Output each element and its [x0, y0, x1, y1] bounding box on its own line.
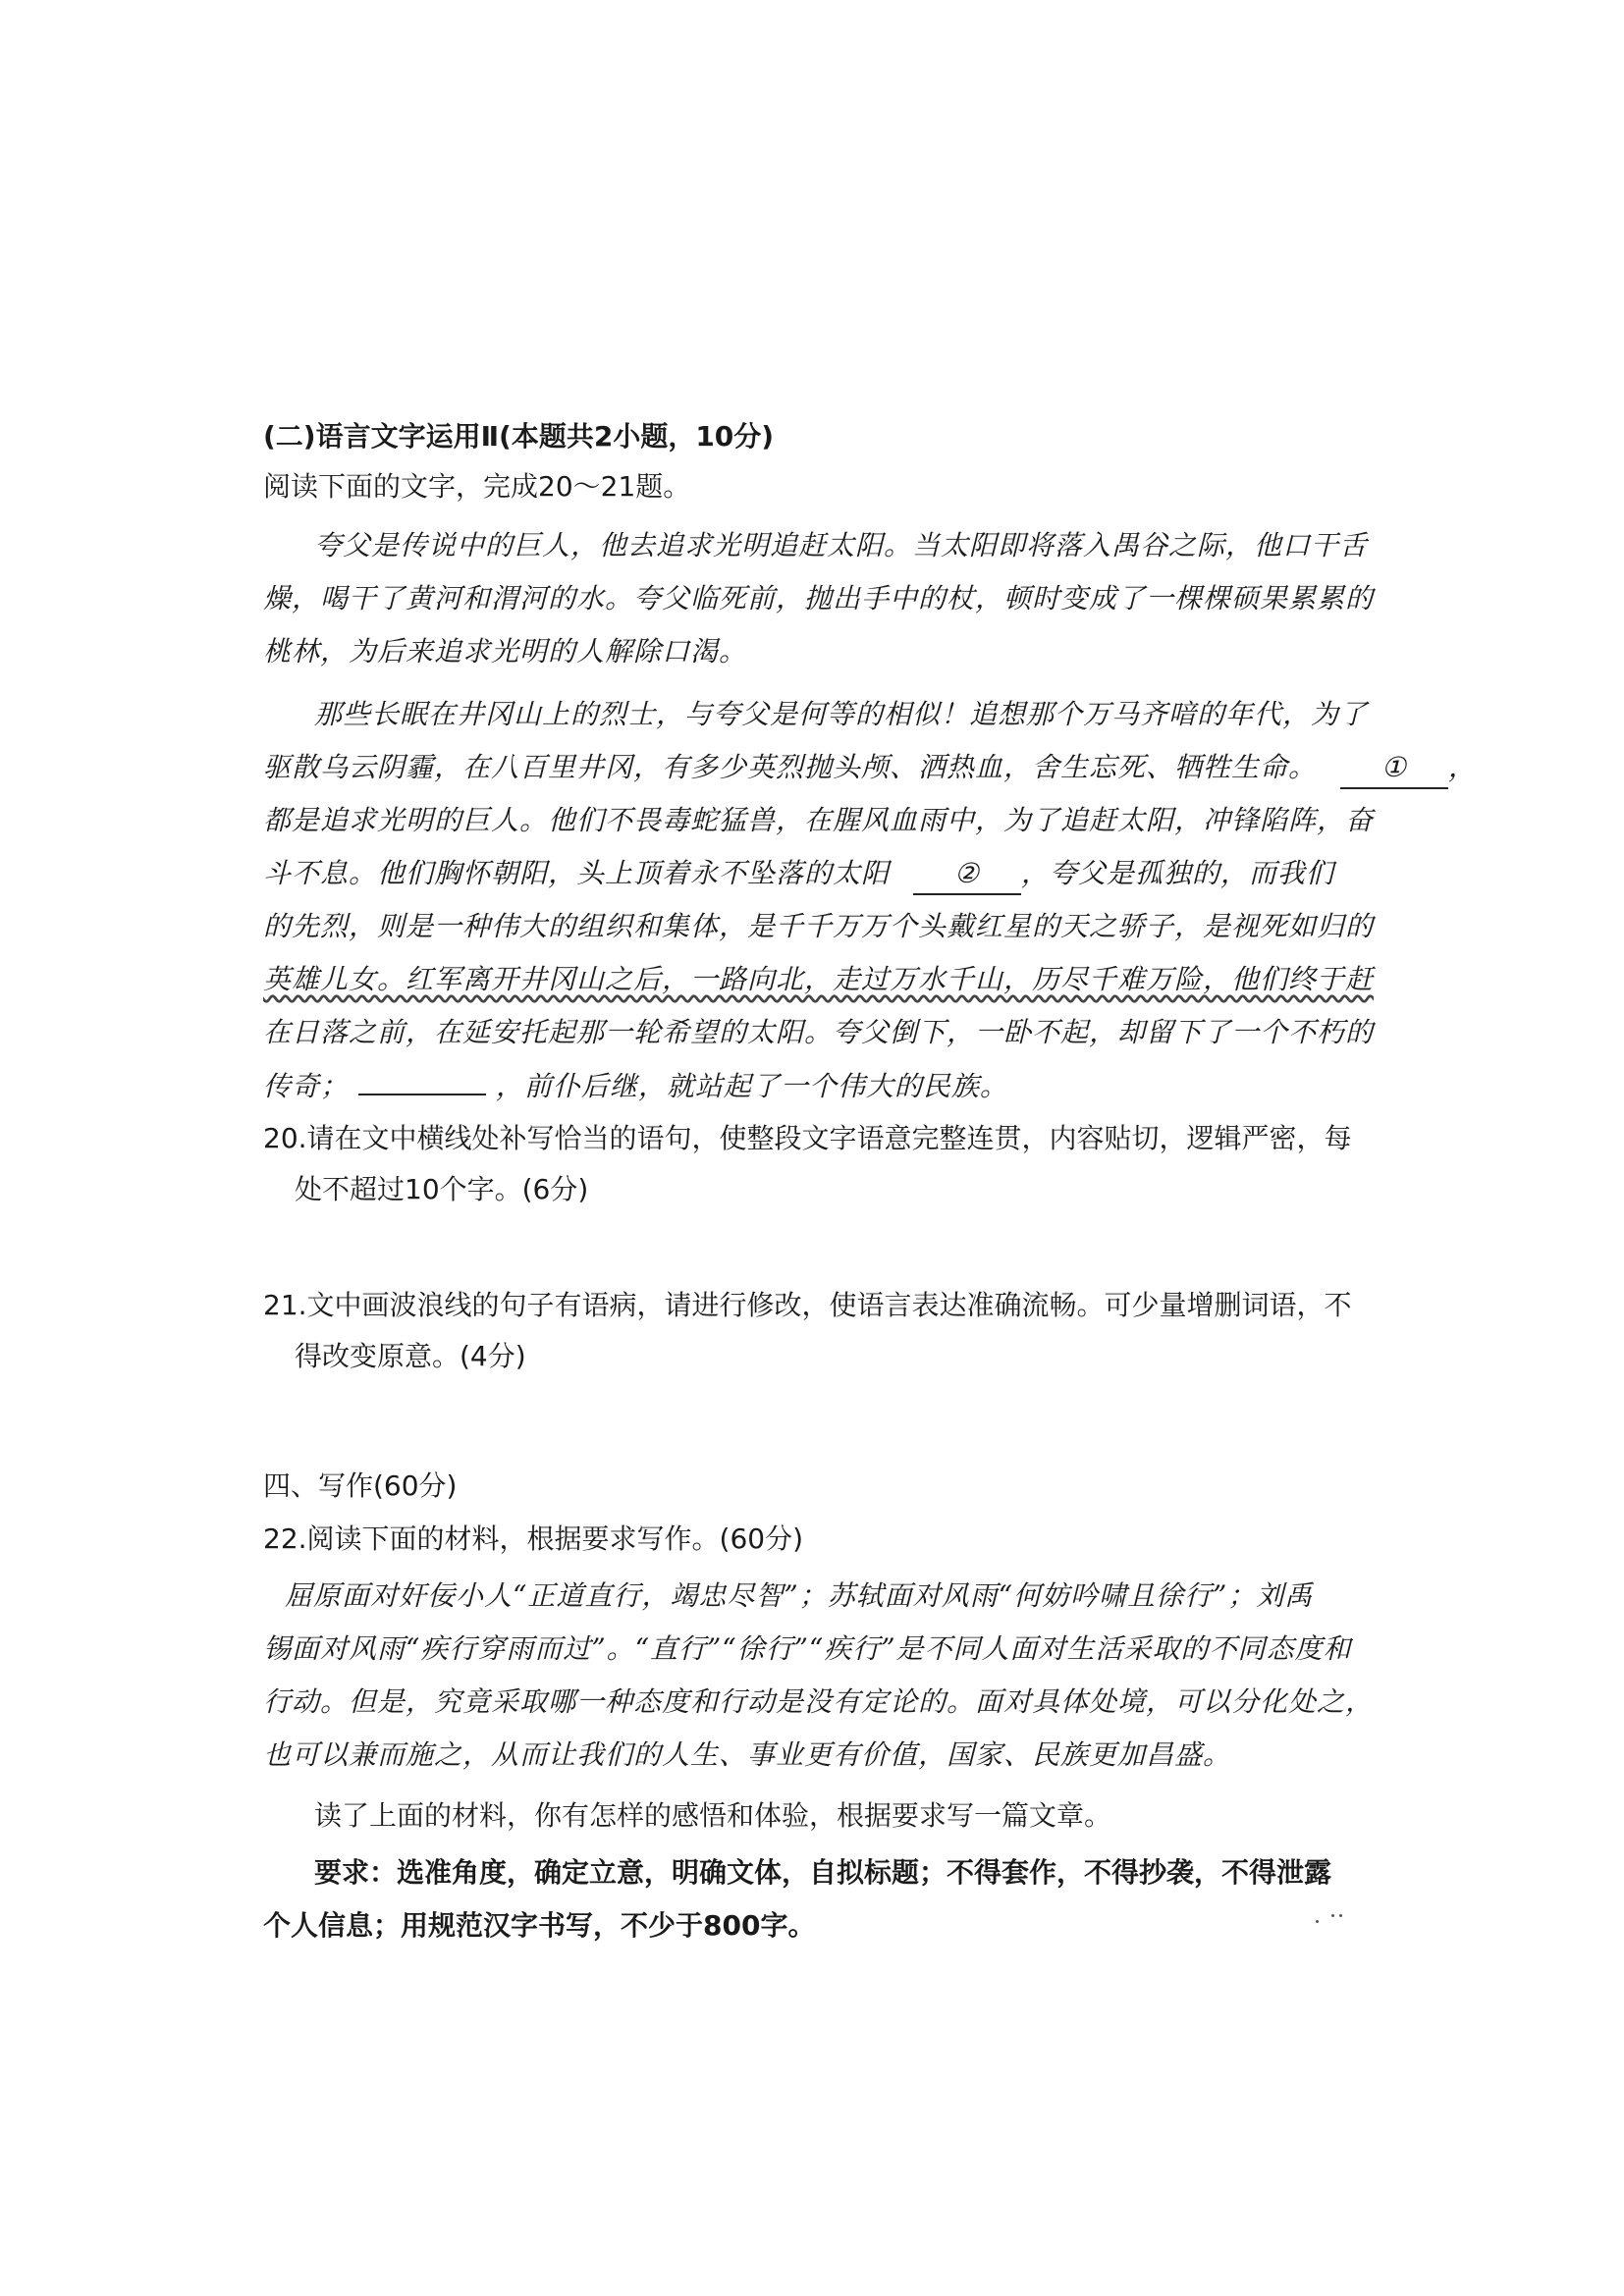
writing-requirements-line-2: 个人信息；用规范汉字书写，不少于800字。 [263, 1909, 816, 1942]
passage-line-8: 的先烈，则是一种伟大的组织和集体，是千千万万个头戴红星的天之骄子，是视死如归的 [263, 910, 1375, 942]
passage-line-7-tail: ，夸父是孤独的，而我们 [1020, 857, 1334, 889]
question-22-instruction: 22.阅读下面的材料，根据要求写作。(60分) [263, 1522, 804, 1555]
material-line-2: 锡面对风雨“疾行穿雨而过”。“直行”“徐行”“疾行”是不同人面对生活采取的不同态度和 [263, 1632, 1352, 1665]
passage-line-2: 燥，喝干了黄河和渭河的水。夸父临死前，抛出手中的杖，顿时变成了一棵棵硕果累累的 [263, 582, 1375, 614]
material-line-4: 也可以兼而施之，从而让我们的人生、事业更有价值，国家、民族更加昌盛。 [263, 1738, 1232, 1771]
question-21-line-1: 21.文中画波浪线的句子有语病，请进行修改，使语言表达准确流畅。可少量增删词语，不 [263, 1289, 1352, 1321]
material-line-3: 行动。但是，究竟采取哪一种态度和行动是没有定论的。面对具体处境，可以分化处之， [263, 1685, 1375, 1718]
writing-prompt: 读了上面的材料，你有怎样的感悟和体验，根据要求写一篇文章。 [314, 1799, 1112, 1832]
section-title-writing: 四、写作(60分) [263, 1469, 458, 1502]
material-line-1: 屈原面对奸佞小人“正道直行，竭忠尽智”；苏轼面对风雨“何妨吟啸且徐行”；刘禹 [285, 1579, 1314, 1612]
scan-marks [1316, 1914, 1345, 1926]
wavy-underlined-sentence: 英雄儿女。红军离开井冈山之后，一路向北，走过万水千山，历尽千难万险，他们终于赶 [263, 963, 1375, 995]
section-title-language-use: (二)语言文字运用Ⅱ(本题共2小题，10分) [263, 420, 775, 453]
section-instruction: 阅读下面的文字，完成20～21题。 [263, 470, 691, 503]
passage-line-7 [263, 854, 1334, 895]
passage-line-3: 桃林，为后来追求光明的人解除口渴。 [263, 635, 748, 667]
passage-line-6: 都是追求光明的巨人。他们不畏毒蛇猛兽，在腥风血雨中，为了追赶太阳，冲锋陷阵，奋 [263, 804, 1375, 836]
passage-line-11-tail: ，前仆后继，就站起了一个伟大的民族。 [495, 1070, 1008, 1102]
question-20-line-2: 处不超过10个字。(6分) [295, 1173, 589, 1205]
passage-line-5: 驱散乌云阴霾，在八百里井冈，有多少英烈抛头颅、洒热血，舍生忘死、牺牲生命。 ① ， [263, 748, 1477, 789]
passage-line-11-text: 传奇； [263, 1070, 350, 1102]
passage-line-5-text: 驱散乌云阴霾，在八百里井冈，有多少英烈抛头颅、洒热血，舍生忘死、牺牲生命。 [263, 751, 1318, 783]
passage-line-1: 夸父是传说中的巨人，他去追求光明追赶太阳。当太阳即将落入禺谷之际，他口干舌 [314, 529, 1369, 561]
passage-line-7-text: 斗不息。他们胸怀朝阳，头上顶着永不坠落的太阳 [263, 857, 891, 889]
question-21-line-2: 得改变原意。(4分) [295, 1340, 526, 1372]
writing-requirements-line-1: 要求：选准角度，确定立意，明确文体，自拟标题；不得套作，不得抄袭，不得泄露 [314, 1856, 1332, 1889]
passage-line-9 [263, 960, 1374, 999]
passage-line-10: 在日落之前，在延安托起那一轮希望的太阳。夸父倒下，一卧不起，却留下了一个不朽的 [263, 1016, 1375, 1048]
question-20-line-1: 20.请在文中横线处补写恰当的语句，使整段文字语意完整连贯，内容贴切，逻辑严密，每 [263, 1122, 1352, 1154]
blank-1 [1340, 748, 1448, 789]
blank-1-label: ① [1380, 751, 1407, 783]
blank-3 [358, 1066, 486, 1095]
passage-line-4: 那些长眠在井冈山上的烈士，与夸父是何等的相似！追想那个万马齐喑的年代，为了 [314, 698, 1369, 730]
blank-2-label: ② [953, 857, 980, 889]
blank-2 [913, 854, 1021, 895]
passage-line-11 [263, 1066, 1008, 1106]
